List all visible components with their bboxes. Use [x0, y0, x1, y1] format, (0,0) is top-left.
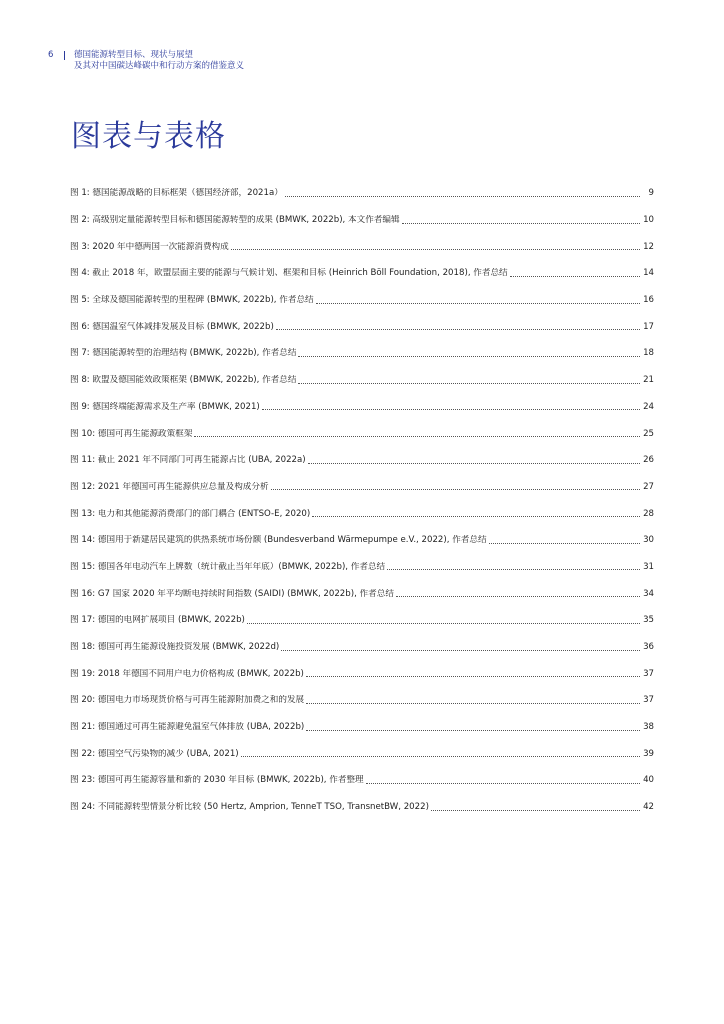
toc-entry-page: 17	[643, 321, 654, 332]
toc-entry-page: 37	[643, 668, 654, 679]
toc-entry-label: 图 10: 德国可再生能源政策框架	[70, 428, 193, 439]
toc-entry-page: 36	[643, 642, 654, 653]
dot-leader	[308, 463, 640, 464]
toc-entry-label: 图 4: 截止 2018 年，欧盟层面主要的能源与气候计划、框架和目标 (Heinrich Böll Foundation, 2018), 作者总结	[70, 268, 508, 279]
dot-leader	[262, 409, 640, 410]
toc-entry-label: 图 14: 德国用于新建居民建筑的供热系统市场份额 (Bundesverband Wärmepumpe e.V., 2022), 作者总结	[70, 535, 487, 546]
dot-leader	[316, 303, 640, 304]
dot-leader	[285, 196, 640, 197]
toc-entry-page: 21	[643, 375, 654, 386]
toc-entry-label: 图 13: 电力和其他能源消费部门的部门耦合 (ENTSO-E, 2020)	[70, 508, 311, 519]
toc-entry[interactable]	[70, 447, 654, 474]
toc-entry[interactable]	[70, 313, 654, 340]
toc-entry[interactable]	[70, 233, 654, 260]
toc-entry[interactable]	[70, 687, 654, 714]
dot-leader	[194, 436, 640, 437]
toc-entry-page: 35	[643, 615, 654, 626]
toc-entry[interactable]	[70, 180, 654, 207]
toc-entry-page: 9	[648, 188, 654, 199]
toc-entry-page: 12	[643, 241, 654, 252]
toc-entry[interactable]	[70, 740, 654, 767]
toc-entry-page: 42	[643, 802, 654, 813]
toc-entry[interactable]	[70, 527, 654, 554]
toc-entry[interactable]	[70, 607, 654, 634]
toc-entry[interactable]	[70, 767, 654, 794]
toc-entry-label: 图 24: 不同能源转型情景分析比较 (50 Hertz, Amprion, TenneT TSO, TransnetBW, 2022)	[70, 802, 429, 813]
toc-entry-label: 图 17: 德国的电网扩展项目 (BMWK, 2022b)	[70, 615, 245, 626]
dot-leader	[306, 676, 640, 677]
header-divider	[64, 51, 65, 60]
toc-entry-label: 图 3: 2020 年中德两国一次能源消费构成	[70, 241, 229, 252]
dot-leader	[231, 249, 640, 250]
toc-entry[interactable]	[70, 634, 654, 661]
toc-entry-label: 图 8: 欧盟及德国能效政策框架 (BMWK, 2022b), 作者总结	[70, 375, 297, 386]
toc-entry-page: 25	[643, 428, 654, 439]
toc-entry-page: 10	[643, 215, 654, 226]
toc-entry-label: 图 11: 截止 2021 年不同部门可再生能源占比 (UBA, 2022a)	[70, 455, 306, 466]
toc-entry-page: 28	[643, 508, 654, 519]
toc-entry[interactable]	[70, 420, 654, 447]
toc-entry-label: 图 5: 全球及德国能源转型的里程碑 (BMWK, 2022b), 作者总结	[70, 295, 314, 306]
toc-entry-label: 图 2: 高级别定量能源转型目标和德国能源转型的成果 (BMWK, 2022b), 本文作者编辑	[70, 215, 400, 226]
toc-entry-page: 14	[643, 268, 654, 279]
toc-entry[interactable]	[70, 500, 654, 527]
toc-entry-page: 30	[643, 535, 654, 546]
toc-entry-label: 图 15: 德国各年电动汽车上牌数（统计截止当年年底）(BMWK, 2022b), 作者总结	[70, 561, 386, 572]
toc-entry-label: 图 22: 德国空气污染物的减少 (UBA, 2021)	[70, 748, 239, 759]
dot-leader	[510, 276, 640, 277]
toc-entry-page: 40	[643, 775, 654, 786]
toc-entry-page: 18	[643, 348, 654, 359]
toc-entry-label: 图 21: 德国通过可再生能源避免温室气体排放 (UBA, 2022b)	[70, 722, 305, 733]
toc-entry-page: 31	[643, 561, 654, 572]
dot-leader	[241, 756, 640, 757]
dot-leader	[298, 356, 640, 357]
toc-entry-label: 图 19: 2018 年德国不同用户电力价格构成 (BMWK, 2022b)	[70, 668, 304, 679]
toc-entry-label: 图 1: 德国能源战略的目标框架（德国经济部，2021a）	[70, 188, 283, 199]
toc-entry-label: 图 9: 德国终端能源需求及生产率 (BMWK, 2021)	[70, 401, 260, 412]
toc-entry-label: 图 12: 2021 年德国可再生能源供应总量及构成分析	[70, 481, 269, 492]
dot-leader	[396, 596, 640, 597]
page-title: 图表与表格	[71, 119, 226, 154]
toc-entry[interactable]	[70, 714, 654, 741]
dot-leader	[402, 223, 640, 224]
toc-entry[interactable]	[70, 287, 654, 314]
dot-leader	[247, 623, 640, 624]
toc-entry-label: 图 18: 德国可再生能源设施投资发展 (BMWK, 2022d)	[70, 642, 280, 653]
dot-leader	[387, 569, 640, 570]
toc-entry-page: 16	[643, 295, 654, 306]
toc-entry-page: 38	[643, 722, 654, 733]
toc-entry-page: 24	[643, 401, 654, 412]
toc-entry[interactable]	[70, 367, 654, 394]
header-title-line-1: 德国能源转型目标、现状与展望	[74, 50, 194, 60]
toc-entry-page: 34	[643, 588, 654, 599]
toc-entry-label: 图 23: 德国可再生能源容量和新的 2030 年目标 (BMWK, 2022b), 作者整理	[70, 775, 364, 786]
toc-entry[interactable]	[70, 554, 654, 581]
dot-leader	[281, 650, 640, 651]
toc-entry-page: 27	[643, 481, 654, 492]
dot-leader	[271, 489, 640, 490]
toc-entry-page: 26	[643, 455, 654, 466]
toc-entry-page: 37	[643, 695, 654, 706]
toc-entry[interactable]	[70, 394, 654, 421]
dot-leader	[489, 543, 640, 544]
header-title	[74, 50, 244, 71]
header-title-line-2: 及其对中国碳达峰碳中和行动方案的借鉴意义	[74, 60, 245, 71]
figure-list	[70, 180, 654, 821]
toc-entry[interactable]	[70, 474, 654, 501]
dot-leader	[431, 810, 640, 811]
page-number: 6	[48, 50, 54, 60]
toc-entry[interactable]	[70, 340, 654, 367]
toc-entry[interactable]	[70, 580, 654, 607]
toc-entry-label: 图 7: 德国能源转型的治理结构 (BMWK, 2022b), 作者总结	[70, 348, 297, 359]
toc-entry[interactable]	[70, 794, 654, 821]
toc-entry-label: 图 20: 德国电力市场现货价格与可再生能源附加费之和的发展	[70, 695, 305, 706]
toc-entry[interactable]	[70, 660, 654, 687]
dot-leader	[366, 783, 640, 784]
dot-leader	[306, 703, 640, 704]
toc-entry[interactable]	[70, 207, 654, 234]
toc-entry-label: 图 16: G7 国家 2020 年平均断电持续时间指数 (SAIDI) (BMWK, 2022b), 作者总结	[70, 588, 394, 599]
dot-leader	[276, 329, 640, 330]
toc-entry-page: 39	[643, 748, 654, 759]
dot-leader	[306, 730, 640, 731]
toc-entry[interactable]	[70, 260, 654, 287]
running-header	[48, 50, 244, 72]
toc-entry-label: 图 6: 德国温室气体减排发展及目标 (BMWK, 2022b)	[70, 321, 274, 332]
dot-leader	[298, 383, 640, 384]
dot-leader	[312, 516, 640, 517]
